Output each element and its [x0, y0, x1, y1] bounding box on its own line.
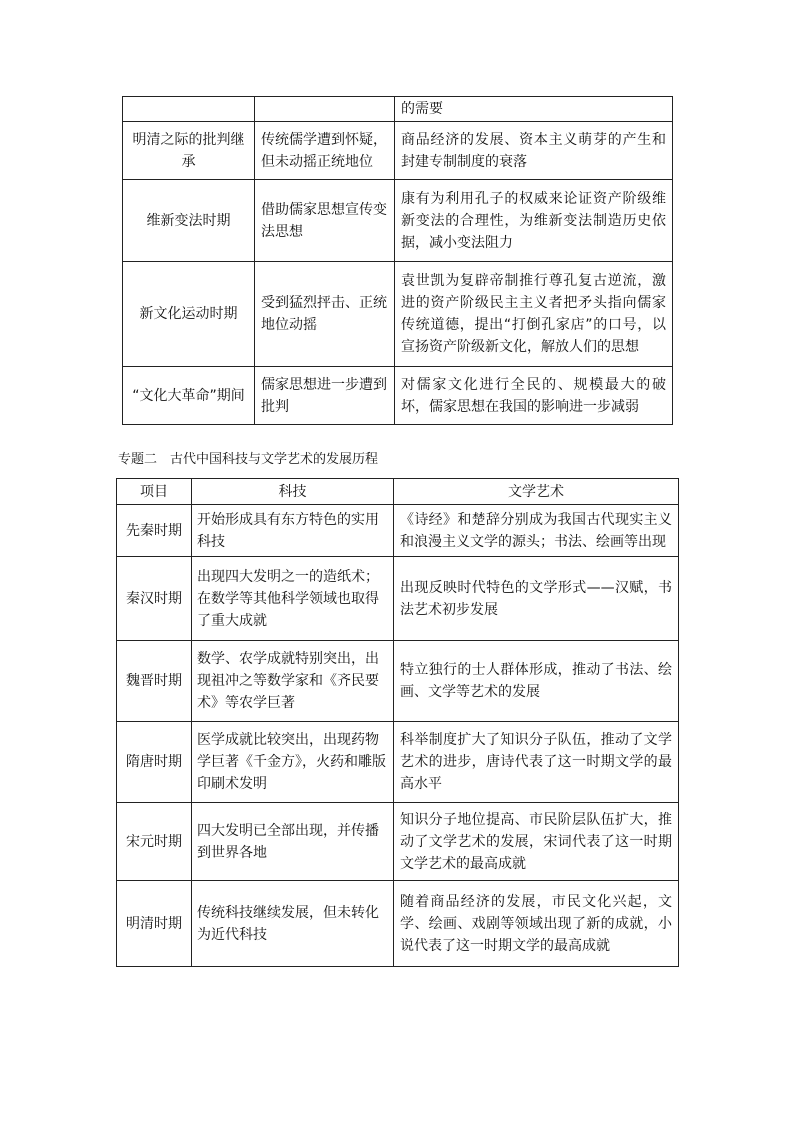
confucianism-history-table: [122, 96, 673, 425]
reason-cell: 袁世凯为复辟帝制推行尊孔复古逆流，激进的资产阶级民主主义者把矛头指向儒家传统道德，提出“打倒孔家店”的口号，以宣扬资产阶级新文化，解放人们的思想: [395, 262, 673, 367]
reason-cell: 对儒家文化进行全民的、规模最大的破坏，儒家思想在我国的影响进一步减弱: [395, 367, 673, 425]
period-cell: “文化大革命”期间: [123, 367, 255, 425]
reason-cell: 康有为利用孔子的权威来论证资产阶级维新变法的合理性，为维新变法制造历史依据，减小变法阻力: [395, 180, 673, 262]
arts-cell: 随着商品经济的发展，市民文化兴起，文学、绘画、戏剧等领域出现了新的成就，小说代表了这一时期文学的最高成就: [394, 881, 679, 967]
period-cell: 明清时期: [117, 881, 192, 967]
table-row: [123, 122, 673, 180]
column-header: 文学艺术: [394, 479, 679, 505]
period-cell: 宋元时期: [117, 803, 192, 881]
table-row: [117, 881, 679, 967]
status-cell: 受到猛烈抨击、正统地位动摇: [255, 262, 395, 367]
period-cell: [123, 97, 255, 122]
period-cell: 明清之际的批判继承: [123, 122, 255, 180]
table-row: [123, 97, 673, 122]
column-header: 科技: [192, 479, 394, 505]
table-row: [123, 262, 673, 367]
table-row: [117, 557, 679, 641]
table-row: [117, 803, 679, 881]
period-cell: 先秦时期: [117, 505, 192, 557]
tech-cell: 四大发明已全部出现，并传播到世界各地: [192, 803, 394, 881]
arts-cell: 科举制度扩大了知识分子队伍，推动了文学艺术的进步，唐诗代表了这一时期文学的最高水平: [394, 722, 679, 803]
column-header: 项目: [117, 479, 192, 505]
section-title: 专题二 古代中国科技与文学艺术的发展历程: [118, 452, 379, 467]
period-cell: 魏晋时期: [117, 641, 192, 722]
status-cell: 儒家思想进一步遭到批判: [255, 367, 395, 425]
arts-cell: 知识分子地位提高、市民阶层队伍扩大，推动了文学艺术的发展，宋词代表了这一时期文学艺术的最高成就: [394, 803, 679, 881]
table-row: [117, 722, 679, 803]
period-cell: 维新变法时期: [123, 180, 255, 262]
tech-cell: 出现四大发明之一的造纸术；在数学等其他科学领域也取得了重大成就: [192, 557, 394, 641]
period-cell: 新文化运动时期: [123, 262, 255, 367]
status-cell: 传统儒学遭到怀疑，但未动摇正统地位: [255, 122, 395, 180]
arts-cell: 出现反映时代特色的文学形式——汉赋，书法艺术初步发展: [394, 557, 679, 641]
table-row: [117, 505, 679, 557]
arts-cell: 特立独行的士人群体形成，推动了书法、绘画、文学等艺术的发展: [394, 641, 679, 722]
reason-cell: 商品经济的发展、资本主义萌芽的产生和封建专制制度的衰落: [395, 122, 673, 180]
tech-cell: 开始形成具有东方特色的实用科技: [192, 505, 394, 557]
status-cell: [255, 97, 395, 122]
table-header-row: [117, 479, 679, 505]
period-cell: 秦汉时期: [117, 557, 192, 641]
status-cell: 借助儒家思想宣传变法思想: [255, 180, 395, 262]
arts-cell: 《诗经》和楚辞分别成为我国古代现实主义和浪漫主义文学的源头；书法、绘画等出现: [394, 505, 679, 557]
tech-cell: 医学成就比较突出，出现药物学巨著《千金方》，火药和雕版印刷术发明: [192, 722, 394, 803]
period-cell: 隋唐时期: [117, 722, 192, 803]
reason-cell: 的需要: [395, 97, 673, 122]
table-row: [117, 641, 679, 722]
tech-cell: 传统科技继续发展，但未转化为近代科技: [192, 881, 394, 967]
tech-cell: 数学、农学成就特别突出，出现祖冲之等数学家和《齐民要术》等农学巨著: [192, 641, 394, 722]
table-row: [123, 180, 673, 262]
science-arts-table: [116, 478, 679, 967]
table-row: [123, 367, 673, 425]
